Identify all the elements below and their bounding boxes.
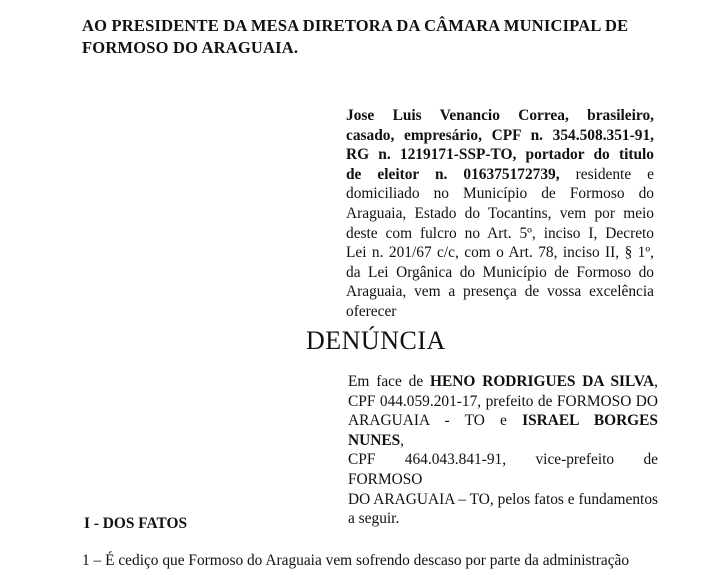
addressee-heading — [82, 15, 662, 59]
qualification-line — [346, 165, 654, 185]
facing-intro: Em face de — [348, 373, 431, 390]
defendant-name-2: ISRAEL BORGES NUNES — [348, 412, 658, 449]
qualification-line: casado, empresário, CPF n. 354.508.351-91, — [346, 126, 654, 144]
qualification-line: domiciliado no Município de Formoso do — [346, 185, 654, 203]
municipality-text: ARAGUAIA - TO e — [348, 412, 523, 430]
residence-text: residente e — [559, 165, 655, 183]
qualification-line: Jose Luis Venancio Correa, brasileiro, — [346, 107, 654, 124]
voter-id-text: de eleitor n. 016375172739, — [346, 165, 560, 183]
qualification-line: da Lei Orgânica do Município de Formoso do — [346, 263, 654, 281]
defendants-line: CPF 044.059.201-17, prefeito de FORMOSO DO — [348, 392, 658, 410]
punctuation: , — [400, 431, 405, 449]
facts-paragraph-1: 1 – É cediço que Formoso do Araguaia vem sofrendo descaso por parte da administração — [82, 552, 630, 569]
defendant-name-1: HENO RODRIGUES DA SILVA — [430, 373, 655, 390]
defendants-paragraph — [348, 372, 658, 529]
section-heading: I - DOS FATOS — [84, 515, 188, 532]
defendants-line — [348, 372, 658, 392]
qualification-line: RG n. 1219171-SSP-TO, portador do titulo — [346, 146, 654, 164]
addressee-line-2: FORMOSO DO ARAGUAIA. — [82, 38, 299, 57]
qualification-line: Araguaia, Estado do Tocantins, vem por meio — [346, 204, 654, 222]
punctuation: , — [654, 373, 658, 390]
document-title: DENÚNCIA — [306, 326, 446, 355]
qualification-line: Araguaia, vem a presença de vossa excelência — [346, 283, 654, 301]
defendants-line: a seguir. — [348, 510, 400, 528]
qualification-line: deste com fulcro no Art. 5º, inciso I, Decreto — [346, 224, 654, 242]
defendants-line: DO ARAGUAIA – TO, pelos fatos e fundamentos — [348, 490, 658, 508]
defendants-line: CPF 464.043.841-91, vice-prefeito de FORMOSO — [348, 451, 658, 488]
qualification-line: oferecer — [346, 302, 397, 320]
defendants-line — [348, 411, 658, 450]
addressee-line-1: AO PRESIDENTE DA MESA DIRETORA DA CÂMARA MUNICIPAL DE — [82, 16, 629, 35]
plaintiff-qualification — [346, 106, 654, 322]
qualification-line: Lei n. 201/67 c/c, com o Art. 78, inciso II, § 1º, — [346, 244, 654, 262]
